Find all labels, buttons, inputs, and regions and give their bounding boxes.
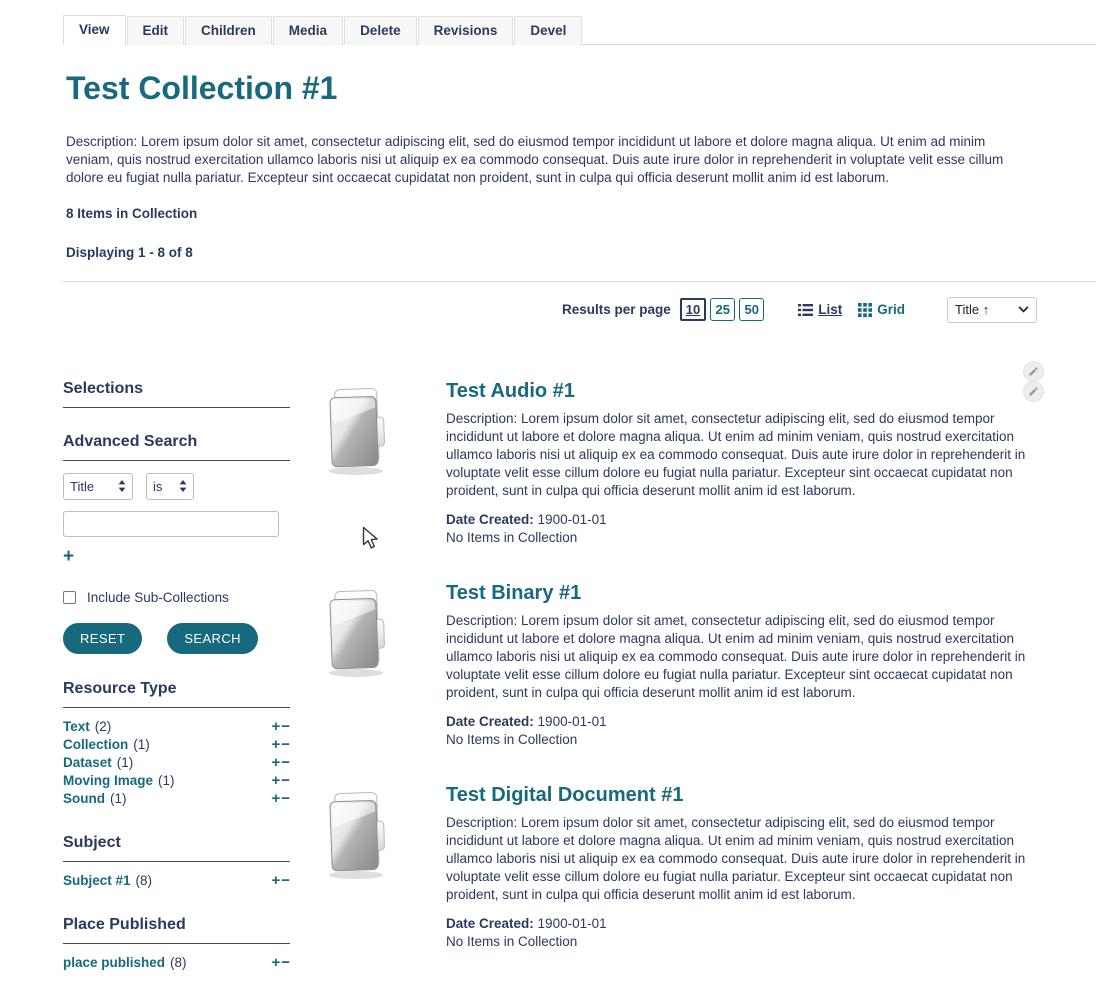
- search-operator-select[interactable]: [146, 473, 194, 500]
- facet-link[interactable]: Moving Image: [63, 772, 154, 788]
- list-icon: [798, 304, 813, 316]
- search-buttons-row: [63, 623, 290, 654]
- item-title-link[interactable]: Test Digital Document #1: [446, 783, 684, 806]
- sidebar: [63, 380, 290, 972]
- item-title-link[interactable]: Test Binary #1: [446, 581, 582, 604]
- divider: [63, 460, 290, 461]
- item-date-value: 1900-01-01: [537, 713, 607, 729]
- up-down-arrows-icon: [118, 480, 126, 492]
- facet-row: [63, 772, 290, 790]
- edit-icon-button[interactable]: [1023, 381, 1044, 402]
- divider: [63, 861, 290, 862]
- grid-view-button[interactable]: [858, 302, 905, 317]
- list-view-label: List: [818, 302, 843, 318]
- facet-exclude-button[interactable]: −: [281, 871, 290, 889]
- add-condition-button[interactable]: +: [63, 545, 75, 567]
- facet-exclude-button[interactable]: −: [281, 771, 290, 789]
- sort-select-value: Title ↑: [955, 302, 990, 318]
- page-title: Test Collection #1: [66, 70, 338, 106]
- facet-count: (8): [135, 872, 153, 888]
- search-term-input[interactable]: [63, 511, 279, 537]
- item-date-value: 1900-01-01: [537, 915, 607, 931]
- items-list: [290, 380, 1037, 986]
- tab-bar: [63, 14, 1096, 45]
- tab-revisions[interactable]: Revisions: [418, 16, 514, 45]
- facet-row: [63, 754, 290, 772]
- facet-include-button[interactable]: +: [271, 771, 281, 789]
- search-field-value: Title: [70, 478, 95, 494]
- folder-icon: [322, 789, 392, 881]
- facet-include-button[interactable]: +: [271, 735, 281, 753]
- folder-icon: [322, 587, 392, 679]
- facet-exclude-button[interactable]: −: [281, 717, 290, 735]
- include-subcollections-row: [63, 590, 290, 605]
- facet-row: [63, 790, 290, 808]
- facet-exclude-button[interactable]: −: [281, 789, 290, 807]
- pencil-icon: [1028, 366, 1039, 377]
- chevron-down-icon: [1018, 306, 1029, 313]
- advanced-search-section: [63, 433, 290, 654]
- facet-count: (1): [110, 790, 127, 806]
- folder-icon: [322, 385, 392, 477]
- facet-exclude-button[interactable]: −: [281, 953, 290, 971]
- facet-group: [63, 834, 290, 890]
- facet-link[interactable]: Dataset: [63, 754, 112, 770]
- include-subcollections-label: Include Sub-Collections: [87, 589, 229, 605]
- selections-title: Selections: [63, 379, 144, 397]
- facet-count: (1): [158, 772, 175, 788]
- divider: [63, 707, 290, 708]
- page-size-25[interactable]: 25: [710, 298, 735, 321]
- facet-groups: [63, 680, 290, 972]
- facet-count: (8): [170, 954, 187, 970]
- divider: [63, 407, 290, 408]
- no-items-text: No Items in Collection: [446, 933, 578, 949]
- tab-devel[interactable]: Devel: [514, 16, 582, 45]
- collection-item: [322, 380, 1037, 547]
- collection-description: Description: Lorem ipsum dolor sit amet, consectetur adipiscing elit, sed do eiusmod tempor incididunt ut labore et dolore magna aliqua. Ut enim ad minim veniam, quis nostrud exercitation ullamco laboris nisi ut aliquip ex ea commodo consequat. Duis aute irure dolor in reprehenderit in voluptate velit esse cillum dolore eu fugiat nulla pariatur. Excepteur sint occaecat cupidatat non proident, sunt in culpa qui officia deserunt mollit anim id est laborum.: [66, 133, 1004, 185]
- up-down-arrows-icon: [179, 480, 187, 492]
- item-date-value: 1900-01-01: [537, 511, 607, 527]
- no-items-text: No Items in Collection: [446, 731, 578, 747]
- items-count: 8 Items in Collection: [66, 205, 198, 221]
- folder-thumbnail[interactable]: [322, 784, 446, 951]
- facet-group-title: Subject: [63, 833, 121, 851]
- facet-group: [63, 916, 290, 972]
- facet-link[interactable]: Text: [63, 718, 90, 734]
- facet-include-button[interactable]: +: [271, 717, 281, 735]
- search-field-select[interactable]: [63, 473, 133, 500]
- displaying-count: Displaying 1 - 8 of 8: [66, 244, 193, 260]
- page-size-group: [676, 298, 764, 321]
- facet-exclude-button[interactable]: −: [281, 753, 290, 771]
- facet-include-button[interactable]: +: [271, 953, 281, 971]
- no-items-text: No Items in Collection: [446, 529, 578, 545]
- collection-item: [322, 582, 1037, 749]
- item-description: Description: Lorem ipsum dolor sit amet, consectetur adipiscing elit, sed do eiusmod tempor incididunt ut labore et dolore magna aliqua. Ut enim ad minim veniam, quis nostrud exercitation ullamco laboris nisi ut aliquip ex ea commodo consequat. Duis aute irure dolor in reprehenderit in voluptate velit esse cillum dolore eu fugiat nulla pariatur. Excepteur sint occaecat cupidatat non proident, sunt in culpa qui officia deserunt mollit anim id est laborum.: [446, 612, 1026, 700]
- item-title-link[interactable]: Test Audio #1: [446, 379, 575, 402]
- item-date: [446, 915, 1037, 933]
- divider: [63, 943, 290, 944]
- folder-thumbnail[interactable]: [322, 582, 446, 749]
- tab-delete[interactable]: Delete: [344, 16, 417, 45]
- tab-media[interactable]: Media: [273, 16, 343, 45]
- collection-item: [322, 784, 1037, 951]
- include-subcollections-checkbox[interactable]: [63, 591, 76, 604]
- contextual-edit-buttons: [1023, 361, 1044, 401]
- grid-view-label: Grid: [877, 302, 905, 318]
- facet-link[interactable]: place published: [63, 954, 166, 970]
- item-date-label: Date Created:: [446, 511, 534, 527]
- search-condition-row: [63, 473, 290, 500]
- advanced-search-title: Advanced Search: [63, 432, 198, 450]
- facet-row: [63, 872, 290, 890]
- facet-group: [63, 680, 290, 808]
- item-description: Description: Lorem ipsum dolor sit amet, consectetur adipiscing elit, sed do eiusmod tempor incididunt ut labore et dolore magna aliqua. Ut enim ad minim veniam, quis nostrud exercitation ullamco laboris nisi ut aliquip ex ea commodo consequat. Duis aute irure dolor in reprehenderit in voluptate velit esse cillum dolore eu fugiat nulla pariatur. Excepteur sint occaecat cupidatat non proident, sunt in culpa qui officia deserunt mollit anim id est laborum.: [446, 814, 1026, 902]
- item-date: [446, 713, 1037, 731]
- facet-link[interactable]: Sound: [63, 790, 105, 806]
- divider: [63, 281, 1096, 282]
- facet-group-title: Resource Type: [63, 679, 177, 697]
- facet-link[interactable]: Subject #1: [63, 872, 131, 888]
- facet-group-title: Place Published: [63, 915, 186, 933]
- list-view-button[interactable]: [798, 302, 842, 317]
- results-per-page-label: Results per page: [561, 302, 671, 318]
- facet-link[interactable]: Collection: [63, 736, 129, 752]
- page-size-10[interactable]: 10: [680, 298, 706, 321]
- item-date: [446, 511, 1037, 529]
- tab-edit[interactable]: Edit: [127, 16, 185, 45]
- facet-exclude-button[interactable]: −: [281, 735, 290, 753]
- search-button[interactable]: SEARCH: [167, 623, 258, 654]
- search-operator-value: is: [153, 478, 163, 494]
- facet-row: [63, 718, 290, 736]
- results-bar: [63, 297, 1037, 323]
- item-date-label: Date Created:: [446, 915, 534, 931]
- tab-children[interactable]: Children: [185, 16, 272, 45]
- tab-view[interactable]: View: [63, 15, 126, 45]
- item-date-label: Date Created:: [446, 713, 534, 729]
- sort-select[interactable]: [947, 297, 1037, 323]
- page-size-50[interactable]: 50: [739, 298, 764, 321]
- grid-icon: [858, 303, 872, 317]
- facet-include-button[interactable]: +: [271, 753, 281, 771]
- edit-icon-button[interactable]: [1023, 361, 1044, 382]
- facet-include-button[interactable]: +: [271, 789, 281, 807]
- reset-button[interactable]: RESET: [63, 623, 142, 654]
- facet-row: [63, 736, 290, 754]
- facet-row: [63, 954, 290, 972]
- facet-count: (2): [94, 718, 112, 734]
- pencil-icon: [1028, 386, 1039, 397]
- selections-section: [63, 380, 290, 408]
- facet-count: (1): [116, 754, 134, 770]
- item-description: Description: Lorem ipsum dolor sit amet, consectetur adipiscing elit, sed do eiusmod tempor incididunt ut labore et dolore magna aliqua. Ut enim ad minim veniam, quis nostrud exercitation ullamco laboris nisi ut aliquip ex ea commodo consequat. Duis aute irure dolor in reprehenderit in voluptate velit esse cillum dolore eu fugiat nulla pariatur. Excepteur sint occaecat cupidatat non proident, sunt in culpa qui officia deserunt mollit anim id est laborum.: [446, 410, 1026, 498]
- folder-thumbnail[interactable]: [322, 380, 446, 547]
- facet-count: (1): [133, 736, 150, 752]
- facet-include-button[interactable]: +: [271, 871, 281, 889]
- content-area: [63, 380, 1037, 986]
